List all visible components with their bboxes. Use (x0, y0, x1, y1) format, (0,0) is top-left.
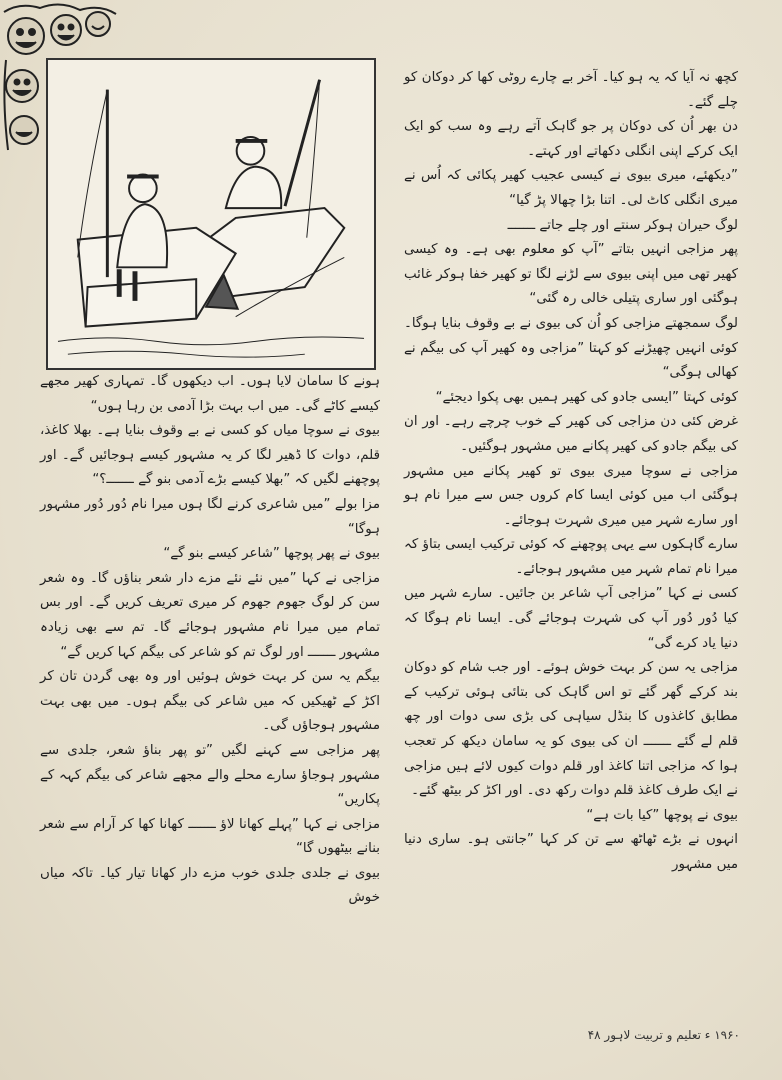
paragraph: دن بھر اُن کی دوکان پر جو گاہک آتے رہے وہ سب کو ایک ایک کرکے اپنی انگلی دکھاتے اور کہتے۔ (404, 119, 738, 159)
paragraph: کچھ نہ آیا کہ یہ ہو کیا۔ آخر بے چارے روٹی کھا کر دوکان کو چلے گئے۔ (404, 70, 738, 110)
paragraph: بیوی نے پھر پوچھا ”شاعر کیسے بنو گے“ (163, 546, 380, 562)
left-column (40, 370, 380, 911)
paragraph: بیوی نے جلدی جلدی خوب مزے دار کھانا تیار کیا۔ تاکہ میاں خوش (40, 865, 380, 906)
paragraph: مزاجی نے سوچا میری بیوی تو کھیر پکانے میں مشہور ہوگئی اب میں کوئی ایسا کام کروں جس سے میرا نام ہو اور سارے شہر میں میری شہرت ہوجائے۔ (404, 463, 738, 528)
paragraph: لوگ سمجھتے مزاجی کو اُن کی بیوی نے بے وقوف بنایا ہوگا۔ کوئی انہیں چھیڑنے کو کہتا ”مزاجی وہ کھیر آپ کی بیگم نے کھالی ہوگی“ (404, 315, 738, 381)
paragraph: مزاجی یہ سن کر بہت خوش ہوئے۔ اور جب شام کو دوکان بند کرکے گھر گئے تو اس گاہک کی بتائی ہوئی ترکیب کے مطابق کاغذوں کا بنڈل سیاہی کی بڑی سی دوات اور چھ قلم لے گئے ـــــــ ان کی بیوی کو یہ سامان دیکھ کر تعجب ہوا کہ مزاجی اتنا کاغذ اور قلم دوات کیوں لائے ہیں مزاجی نے ایک طرف کاغذ قلم دوات رکھ دی۔ اور اکڑ کر بیٹھ گئے۔ (404, 660, 738, 799)
page-folio: ۱۹۶۰ ء تعلیم و تربیت لاہور ۴۸ (587, 1028, 740, 1042)
paragraph: مزاجی نے کہا ”پہلے کھانا لاؤ ـــــــ کھانا کھا کر آرام سے شعر بنانے بیٹھوں گا“ (40, 816, 380, 857)
paragraph: بیوی نے سوچا میاں کو کسی نے بے وقوف بنایا ہے۔ بھلا کاغذ، قلم، دوات کا ڈھیر لگا کر یہ مشہور کیسے ہوجائیں گے۔ اور پوچھنے لگیں کہ ”بھلا کیسے بڑے آدمی بنو گے ـــــــ؟“ (40, 423, 380, 488)
paragraph: سارے گاہکوں سے یہی پوچھنے کہ کوئی ترکیب ایسی بتاؤ کہ میرا نام تمام شہر میں مشہور ہوجائے۔ (404, 537, 738, 577)
paragraph: بیگم یہ سن کر بہت خوش ہوئیں اور وہ بھی گردن تان کر اکڑ کے ٹھیکیں کہ میں شاعر کی بیگم ہوں۔ میں بھی بہت مشہور ہوجاؤں گی۔ (40, 669, 380, 734)
paragraph: بیوی نے پوچھا ”کیا بات ہے“ (586, 807, 738, 823)
paragraph: پھر مزاجی سے کہنے لگیں ”تو پھر بناؤ شعر، جلدی سے مشہور ہوجاؤ سارے محلے والے مجھے شاعر کی بیگم کہہ کے پکاریں“ (40, 742, 380, 808)
fishing-boats-icon (46, 58, 376, 370)
paragraph: غرض کئی دن مزاجی کی کھیر کے خوب چرچے رہے۔ اور ان کی بیگم جادو کی کھیر پکانے میں مشہور ہوگئیں۔ (404, 414, 738, 454)
paragraph: ”دیکھئے، میری بیوی نے کیسی عجیب کھیر پکائی کہ اُس نے میری انگلی کاٹ لی۔ اتنا بڑا چھالا پڑ گیا“ (404, 168, 738, 208)
right-column (404, 66, 738, 878)
paragraph: انہوں نے بڑے ٹھاٹھ سے تن کر کہا ”جانتی ہو۔ ساری دنیا میں مشہور (404, 832, 738, 872)
paragraph: کسی نے کہا ”مزاجی آپ شاعر بن جائیں۔ سارے شہر میں کیا دُور دُور آپ کی شہرت ہوجائے گی۔ ایسا نام ہوگا کہ دنیا یاد کرے گی“ (404, 586, 738, 651)
paragraph: پھر مزاجی انہیں بتاتے ”آپ کو معلوم بھی ہے۔ وہ کیسی کھیر تھی میں اپنی بیوی سے لڑنے لگا تو کھیر خفا ہوکر غائب ہوگئی اور ساری پتیلی خالی رہ گئی“ (404, 242, 738, 307)
paragraph: ہونے کا سامان لایا ہوں۔ اب دیکھوں گا۔ تمہاری کھیر مجھے کیسے کاٹے گی۔ میں اب بہت بڑا آدمی بن رہا ہوں“ (40, 374, 380, 414)
paragraph: لوگ حیران ہوکر سنتے اور چلے جاتے ـــــــ (507, 217, 738, 233)
paragraph: مزاجی نے کہا ”میں نئے نئے مزے دار شعر بناؤں گا۔ وہ شعر سن کر لوگ جھوم جھوم کر میری تعریف کریں گے۔ اور بس تمام میں میرا نام مشہور ہوجائے گا۔ تم سے بھی زیادہ مشہور ـــــــ اور لوگ تم کو شاعر کی بیگم کہا کریں گے“ (40, 570, 380, 660)
paragraph: مزا بولے ”میں شاعری کرنے لگا ہوں میرا نام دُور دُور مشہور ہوگا“ (40, 496, 380, 537)
paragraph: کوئی کہتا ”ایسی جادو کی کھیر ہمیں بھی پکوا دیجئے“ (435, 389, 738, 405)
